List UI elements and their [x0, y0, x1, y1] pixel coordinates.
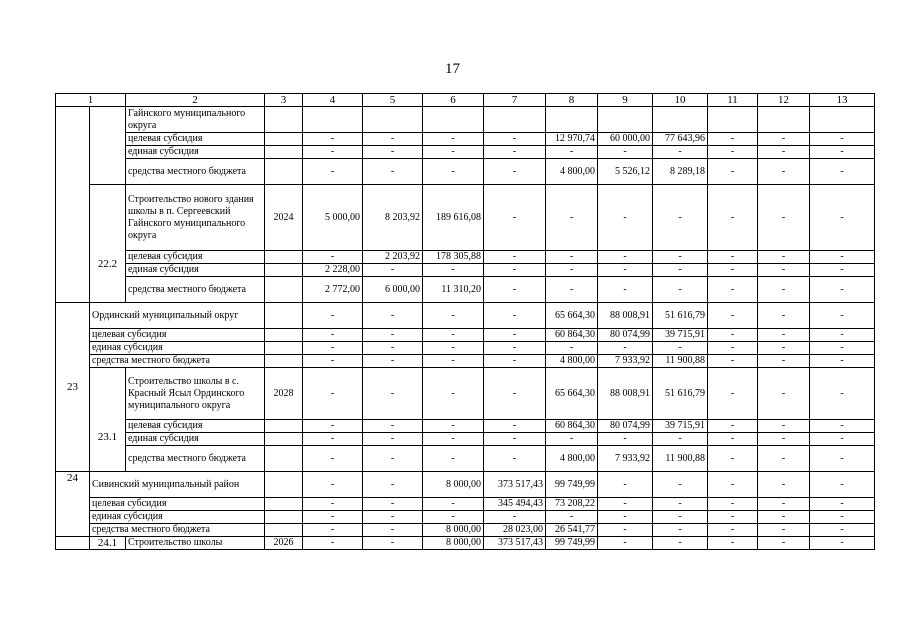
value-cell — [303, 107, 363, 133]
description-cell: Строительство школы — [126, 537, 265, 550]
value-cell: - — [303, 420, 363, 433]
value-cell: - — [546, 146, 598, 159]
row-index-cell — [56, 537, 90, 550]
value-cell — [653, 107, 708, 133]
year-cell — [265, 329, 303, 342]
year-cell — [265, 264, 303, 277]
value-cell — [708, 107, 758, 133]
value-cell: - — [653, 185, 708, 251]
value-cell: - — [423, 303, 484, 329]
value-cell: - — [708, 511, 758, 524]
description-cell: единая субсидия — [126, 146, 265, 159]
value-cell: - — [708, 498, 758, 511]
row-index-cell: 23 — [56, 303, 90, 472]
value-cell — [484, 107, 546, 133]
value-cell: 8 289,18 — [653, 159, 708, 185]
value-cell: 373 517,43 — [484, 472, 546, 498]
value-cell: - — [423, 355, 484, 368]
year-cell — [265, 159, 303, 185]
value-cell: - — [363, 498, 423, 511]
value-cell: - — [303, 133, 363, 146]
value-cell: - — [303, 251, 363, 264]
value-cell: - — [810, 159, 875, 185]
header-cell: 13 — [810, 94, 875, 107]
value-cell: - — [598, 511, 653, 524]
value-cell: 51 616,79 — [653, 303, 708, 329]
value-cell: 373 517,43 — [484, 537, 546, 550]
value-cell: 12 970,74 — [546, 133, 598, 146]
year-cell: 2028 — [265, 368, 303, 420]
value-cell: - — [303, 446, 363, 472]
value-cell: - — [758, 329, 810, 342]
table-row — [56, 277, 875, 303]
value-cell: - — [546, 511, 598, 524]
value-cell — [758, 107, 810, 133]
value-cell: 39 715,91 — [653, 329, 708, 342]
value-cell: - — [810, 185, 875, 251]
value-cell: 39 715,91 — [653, 420, 708, 433]
value-cell: - — [653, 264, 708, 277]
value-cell: 60 864,30 — [546, 420, 598, 433]
sub-index-cell — [90, 107, 126, 185]
value-cell: - — [303, 342, 363, 355]
value-cell: - — [653, 146, 708, 159]
value-cell: - — [303, 524, 363, 537]
value-cell: - — [484, 355, 546, 368]
value-cell: - — [484, 342, 546, 355]
sub-index-cell: 24.1 — [90, 537, 126, 550]
value-cell: - — [546, 185, 598, 251]
value-cell: 65 664,30 — [546, 303, 598, 329]
value-cell: 51 616,79 — [653, 368, 708, 420]
description-cell: целевая субсидия — [126, 133, 265, 146]
year-cell — [265, 498, 303, 511]
header-cell: 2 — [126, 94, 265, 107]
value-cell: - — [484, 420, 546, 433]
value-cell: 4 800,00 — [546, 159, 598, 185]
value-cell: 2 228,00 — [303, 264, 363, 277]
value-cell: 4 800,00 — [546, 446, 598, 472]
header-cell: 11 — [708, 94, 758, 107]
value-cell: - — [653, 537, 708, 550]
value-cell: - — [598, 537, 653, 550]
value-cell: - — [423, 146, 484, 159]
value-cell: 11 310,20 — [423, 277, 484, 303]
header-cell: 9 — [598, 94, 653, 107]
value-cell: - — [810, 446, 875, 472]
value-cell: - — [363, 537, 423, 550]
value-cell: - — [810, 511, 875, 524]
value-cell: - — [708, 446, 758, 472]
value-cell: - — [810, 264, 875, 277]
value-cell: - — [653, 498, 708, 511]
value-cell: - — [423, 368, 484, 420]
value-cell: - — [363, 472, 423, 498]
value-cell: - — [708, 433, 758, 446]
table-row — [56, 133, 875, 146]
year-cell: 2024 — [265, 185, 303, 251]
row-index-cell — [56, 107, 90, 303]
table-row — [56, 420, 875, 433]
description-cell: средства местного бюджета — [90, 524, 265, 537]
value-cell: - — [303, 498, 363, 511]
description-cell: средства местного бюджета — [126, 159, 265, 185]
value-cell: - — [363, 133, 423, 146]
table-row — [56, 368, 875, 420]
description-cell: Ординский муниципальный округ — [90, 303, 265, 329]
value-cell: - — [758, 159, 810, 185]
description-cell: единая субсидия — [90, 342, 265, 355]
value-cell: - — [303, 537, 363, 550]
value-cell: 345 494,43 — [484, 498, 546, 511]
value-cell: - — [363, 146, 423, 159]
table-row — [56, 498, 875, 511]
table-row — [56, 146, 875, 159]
value-cell: - — [708, 355, 758, 368]
value-cell — [423, 107, 484, 133]
description-cell: Гайнского муниципального округа — [126, 107, 265, 133]
value-cell: - — [810, 498, 875, 511]
header-cell: 10 — [653, 94, 708, 107]
value-cell: - — [758, 524, 810, 537]
value-cell: - — [303, 146, 363, 159]
value-cell: - — [653, 277, 708, 303]
year-cell — [265, 472, 303, 498]
value-cell: - — [758, 433, 810, 446]
value-cell: 80 074,99 — [598, 420, 653, 433]
value-cell: - — [423, 511, 484, 524]
value-cell: - — [653, 251, 708, 264]
value-cell: 11 900,88 — [653, 446, 708, 472]
description-cell: средства местного бюджета — [126, 446, 265, 472]
value-cell: - — [758, 498, 810, 511]
value-cell: - — [484, 159, 546, 185]
value-cell: - — [598, 264, 653, 277]
description-cell: Строительство школы в с. Красный Ясыл Ординского муниципального округа — [126, 368, 265, 420]
value-cell: - — [598, 498, 653, 511]
value-cell: - — [758, 264, 810, 277]
table-row — [56, 537, 875, 550]
value-cell: - — [484, 251, 546, 264]
value-cell: - — [708, 185, 758, 251]
value-cell: - — [598, 277, 653, 303]
value-cell: - — [303, 511, 363, 524]
value-cell — [546, 107, 598, 133]
value-cell: - — [758, 342, 810, 355]
description-cell: единая субсидия — [126, 264, 265, 277]
value-cell: - — [363, 511, 423, 524]
year-cell: 2026 — [265, 537, 303, 550]
value-cell: - — [363, 524, 423, 537]
value-cell: - — [303, 329, 363, 342]
value-cell: - — [363, 264, 423, 277]
value-cell: 2 203,92 — [363, 251, 423, 264]
value-cell: - — [708, 303, 758, 329]
value-cell: - — [598, 251, 653, 264]
table-row — [56, 264, 875, 277]
header-cell: 7 — [484, 94, 546, 107]
value-cell: - — [810, 472, 875, 498]
year-cell — [265, 277, 303, 303]
value-cell: - — [758, 472, 810, 498]
value-cell: - — [484, 277, 546, 303]
year-cell — [265, 251, 303, 264]
header-row — [56, 94, 875, 107]
table-row — [56, 185, 875, 251]
value-cell: - — [484, 303, 546, 329]
value-cell: - — [708, 342, 758, 355]
value-cell: - — [598, 472, 653, 498]
value-cell: 26 541,77 — [546, 524, 598, 537]
value-cell: - — [598, 524, 653, 537]
description-cell: целевая субсидия — [90, 498, 265, 511]
value-cell: - — [758, 368, 810, 420]
value-cell: - — [758, 537, 810, 550]
value-cell: - — [758, 355, 810, 368]
year-cell — [265, 420, 303, 433]
description-cell: средства местного бюджета — [126, 277, 265, 303]
value-cell: - — [598, 185, 653, 251]
value-cell: - — [708, 524, 758, 537]
table-row — [56, 329, 875, 342]
value-cell: - — [758, 420, 810, 433]
value-cell: 8 000,00 — [423, 472, 484, 498]
value-cell: - — [363, 329, 423, 342]
value-cell: - — [708, 277, 758, 303]
value-cell: - — [810, 329, 875, 342]
value-cell: - — [653, 524, 708, 537]
year-cell — [265, 342, 303, 355]
value-cell: - — [363, 368, 423, 420]
table-row — [56, 433, 875, 446]
value-cell: - — [810, 251, 875, 264]
table-row — [56, 342, 875, 355]
header-cell: 5 — [363, 94, 423, 107]
table-row — [56, 446, 875, 472]
value-cell: 2 772,00 — [303, 277, 363, 303]
value-cell: - — [810, 146, 875, 159]
value-cell: 77 643,96 — [653, 133, 708, 146]
value-cell: - — [546, 277, 598, 303]
value-cell: 60 864,30 — [546, 329, 598, 342]
value-cell: - — [708, 537, 758, 550]
description-cell: средства местного бюджета — [90, 355, 265, 368]
budget-table — [55, 93, 875, 550]
value-cell: - — [708, 159, 758, 185]
value-cell: - — [423, 342, 484, 355]
value-cell: 189 616,08 — [423, 185, 484, 251]
value-cell: - — [708, 368, 758, 420]
value-cell: - — [546, 342, 598, 355]
value-cell: - — [810, 277, 875, 303]
value-cell: - — [303, 303, 363, 329]
value-cell: - — [484, 146, 546, 159]
value-cell: - — [484, 368, 546, 420]
value-cell: - — [708, 264, 758, 277]
year-cell — [265, 146, 303, 159]
value-cell: - — [484, 264, 546, 277]
value-cell: - — [810, 368, 875, 420]
value-cell: - — [363, 446, 423, 472]
value-cell: 99 749,99 — [546, 472, 598, 498]
value-cell: 88 008,91 — [598, 303, 653, 329]
header-cell: 1 — [56, 94, 126, 107]
value-cell: - — [303, 472, 363, 498]
description-cell: единая субсидия — [90, 511, 265, 524]
value-cell: 11 900,88 — [653, 355, 708, 368]
row-index-cell: 24 — [56, 472, 90, 537]
header-cell: 12 — [758, 94, 810, 107]
value-cell: - — [708, 329, 758, 342]
value-cell: - — [810, 433, 875, 446]
description-cell: Строительство нового здания школы в п. Сергеевский Гайнского муниципального округа — [126, 185, 265, 251]
value-cell: 80 074,99 — [598, 329, 653, 342]
value-cell: - — [484, 511, 546, 524]
value-cell: - — [423, 264, 484, 277]
value-cell: 178 305,88 — [423, 251, 484, 264]
value-cell: - — [423, 329, 484, 342]
value-cell: - — [484, 185, 546, 251]
value-cell: - — [598, 146, 653, 159]
value-cell: - — [758, 185, 810, 251]
value-cell — [363, 107, 423, 133]
value-cell: 5 000,00 — [303, 185, 363, 251]
value-cell: - — [546, 251, 598, 264]
year-cell — [265, 355, 303, 368]
header-cell: 4 — [303, 94, 363, 107]
value-cell: - — [423, 433, 484, 446]
value-cell: - — [484, 133, 546, 146]
header-cell: 3 — [265, 94, 303, 107]
table-row — [56, 159, 875, 185]
value-cell: 8 000,00 — [423, 524, 484, 537]
value-cell: - — [708, 472, 758, 498]
value-cell: - — [303, 433, 363, 446]
sub-index-cell: 23.1 — [90, 368, 126, 472]
value-cell: - — [708, 251, 758, 264]
table-row — [56, 303, 875, 329]
value-cell: - — [423, 498, 484, 511]
value-cell: 8 203,92 — [363, 185, 423, 251]
table-row — [56, 524, 875, 537]
page-number: 17 — [445, 61, 460, 77]
value-cell: 73 208,22 — [546, 498, 598, 511]
value-cell: - — [303, 159, 363, 185]
value-cell: - — [810, 133, 875, 146]
table-row — [56, 107, 875, 133]
value-cell: 6 000,00 — [363, 277, 423, 303]
value-cell: - — [758, 446, 810, 472]
year-cell — [265, 433, 303, 446]
value-cell: - — [423, 159, 484, 185]
value-cell: 4 800,00 — [546, 355, 598, 368]
value-cell: - — [546, 433, 598, 446]
value-cell: - — [546, 264, 598, 277]
value-cell: - — [303, 355, 363, 368]
value-cell: 99 749,99 — [546, 537, 598, 550]
value-cell: - — [758, 511, 810, 524]
year-cell — [265, 107, 303, 133]
value-cell: - — [303, 368, 363, 420]
value-cell: - — [484, 433, 546, 446]
value-cell: - — [810, 537, 875, 550]
table-row — [56, 355, 875, 368]
year-cell — [265, 303, 303, 329]
value-cell: - — [758, 133, 810, 146]
value-cell: - — [363, 342, 423, 355]
year-cell — [265, 446, 303, 472]
value-cell: 65 664,30 — [546, 368, 598, 420]
value-cell — [810, 107, 875, 133]
description-cell: целевая субсидия — [90, 329, 265, 342]
value-cell: - — [363, 159, 423, 185]
value-cell: 88 008,91 — [598, 368, 653, 420]
value-cell: - — [758, 251, 810, 264]
value-cell: - — [810, 303, 875, 329]
table-row — [56, 251, 875, 264]
value-cell: - — [810, 420, 875, 433]
value-cell: 60 000,00 — [598, 133, 653, 146]
value-cell — [598, 107, 653, 133]
description-cell: Сивинский муниципальный район — [90, 472, 265, 498]
description-cell: целевая субсидия — [126, 420, 265, 433]
table-row — [56, 472, 875, 498]
value-cell: - — [363, 355, 423, 368]
value-cell: - — [598, 342, 653, 355]
value-cell: - — [758, 277, 810, 303]
value-cell: 5 526,12 — [598, 159, 653, 185]
value-cell: 7 933,92 — [598, 446, 653, 472]
value-cell: - — [484, 329, 546, 342]
value-cell: - — [810, 355, 875, 368]
year-cell — [265, 133, 303, 146]
value-cell: - — [423, 446, 484, 472]
value-cell: - — [810, 342, 875, 355]
year-cell — [265, 524, 303, 537]
value-cell: - — [708, 420, 758, 433]
value-cell: - — [653, 342, 708, 355]
description-cell: единая субсидия — [126, 433, 265, 446]
table-row — [56, 511, 875, 524]
value-cell: - — [708, 146, 758, 159]
value-cell: - — [653, 433, 708, 446]
value-cell: - — [484, 446, 546, 472]
value-cell: - — [423, 420, 484, 433]
value-cell: - — [598, 433, 653, 446]
value-cell: 7 933,92 — [598, 355, 653, 368]
sub-index-cell: 22.2 — [90, 185, 126, 303]
value-cell: - — [653, 472, 708, 498]
value-cell: - — [363, 433, 423, 446]
value-cell: - — [653, 511, 708, 524]
value-cell: - — [363, 303, 423, 329]
value-cell: - — [810, 524, 875, 537]
year-cell — [265, 511, 303, 524]
value-cell: 28 023,00 — [484, 524, 546, 537]
value-cell: - — [708, 133, 758, 146]
value-cell: - — [758, 303, 810, 329]
description-cell: целевая субсидия — [126, 251, 265, 264]
value-cell: - — [758, 146, 810, 159]
value-cell: - — [423, 133, 484, 146]
value-cell: 8 000,00 — [423, 537, 484, 550]
value-cell: - — [363, 420, 423, 433]
header-cell: 8 — [546, 94, 598, 107]
header-cell: 6 — [423, 94, 484, 107]
